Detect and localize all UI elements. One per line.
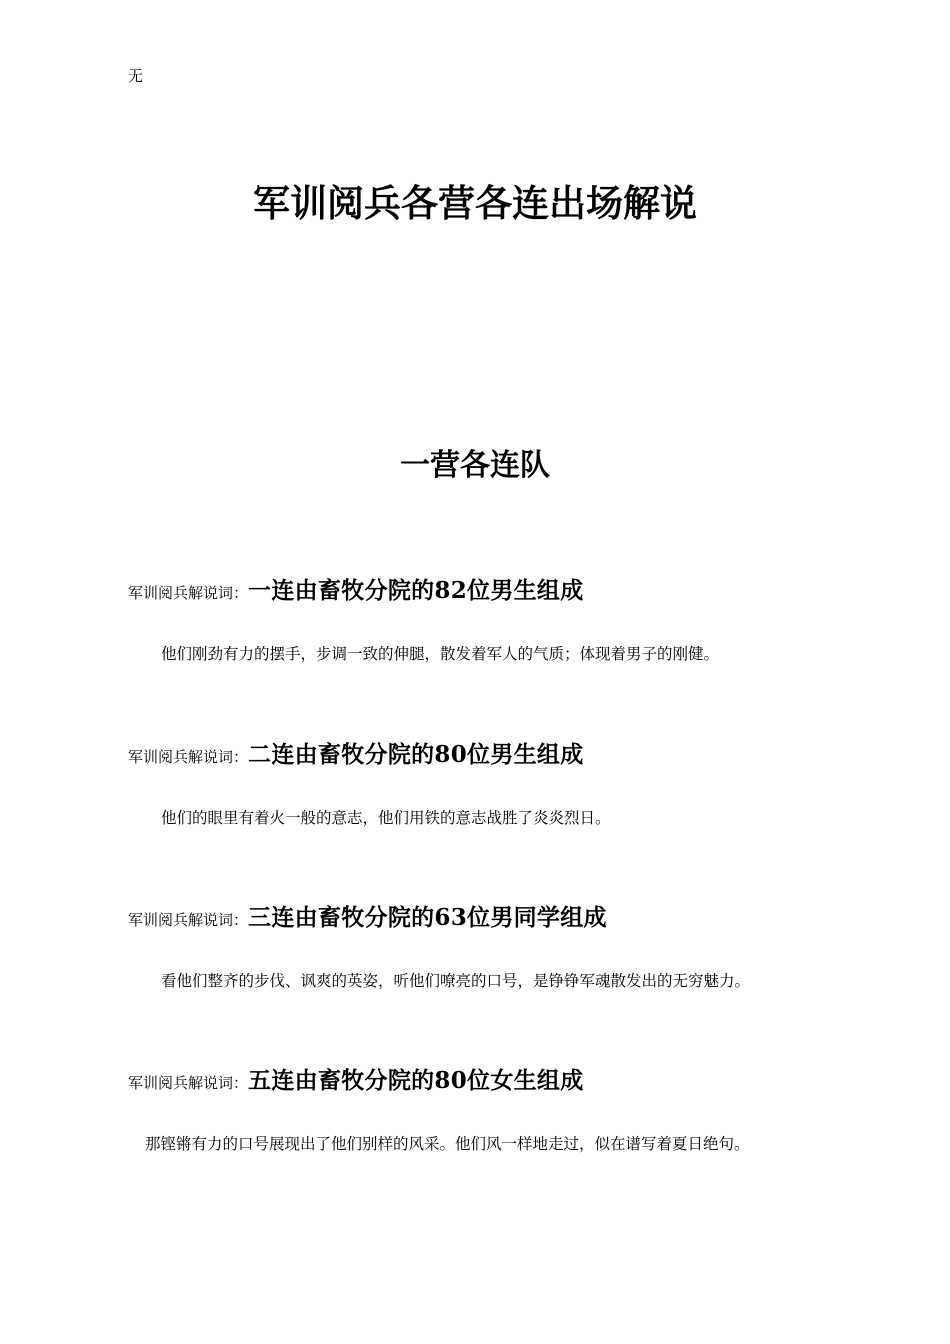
entry-prefix: 军训阅兵解说词： <box>128 911 249 929</box>
entry-prefix: 军训阅兵解说词： <box>128 584 249 602</box>
entry-body: 他们的眼里有着火一般的意志，他们用铁的意志战胜了炎炎烈日。 <box>161 809 611 827</box>
entry-body: 那铿锵有力的口号展现出了他们别样的风采。他们风一样地走过，似在谱写着夏日绝句。 <box>145 1135 750 1153</box>
entry-headline: 二连由畜牧分院的80位男生组成 <box>248 741 584 768</box>
document-title: 军训阅兵各营各连出场解说 <box>253 182 697 225</box>
entry-body: 他们刚劲有力的摆手，步调一致的伸腿，散发着军人的气质；体现着男子的刚健。 <box>161 645 720 663</box>
entry-body: 看他们整齐的步伐、讽爽的英姿，听他们嘹亮的口号，是铮铮军魂散发出的无穷魅力。 <box>161 972 751 990</box>
entry-headline: 五连由畜牧分院的80位女生组成 <box>248 1067 584 1094</box>
entry-headline: 一连由畜牧分院的82位男生组成 <box>248 577 584 604</box>
entry-prefix: 军训阅兵解说词： <box>128 748 249 766</box>
entry-heading <box>128 738 584 774</box>
entry-heading <box>128 1064 584 1100</box>
entry-headline: 三连由畜牧分院的63位男同学组成 <box>248 904 607 931</box>
entry-heading <box>128 574 584 610</box>
entry-prefix: 军训阅兵解说词： <box>128 1074 249 1092</box>
entry-heading <box>128 901 607 937</box>
header-note: 无 <box>128 67 144 85</box>
section-title: 一营各连队 <box>400 448 550 483</box>
